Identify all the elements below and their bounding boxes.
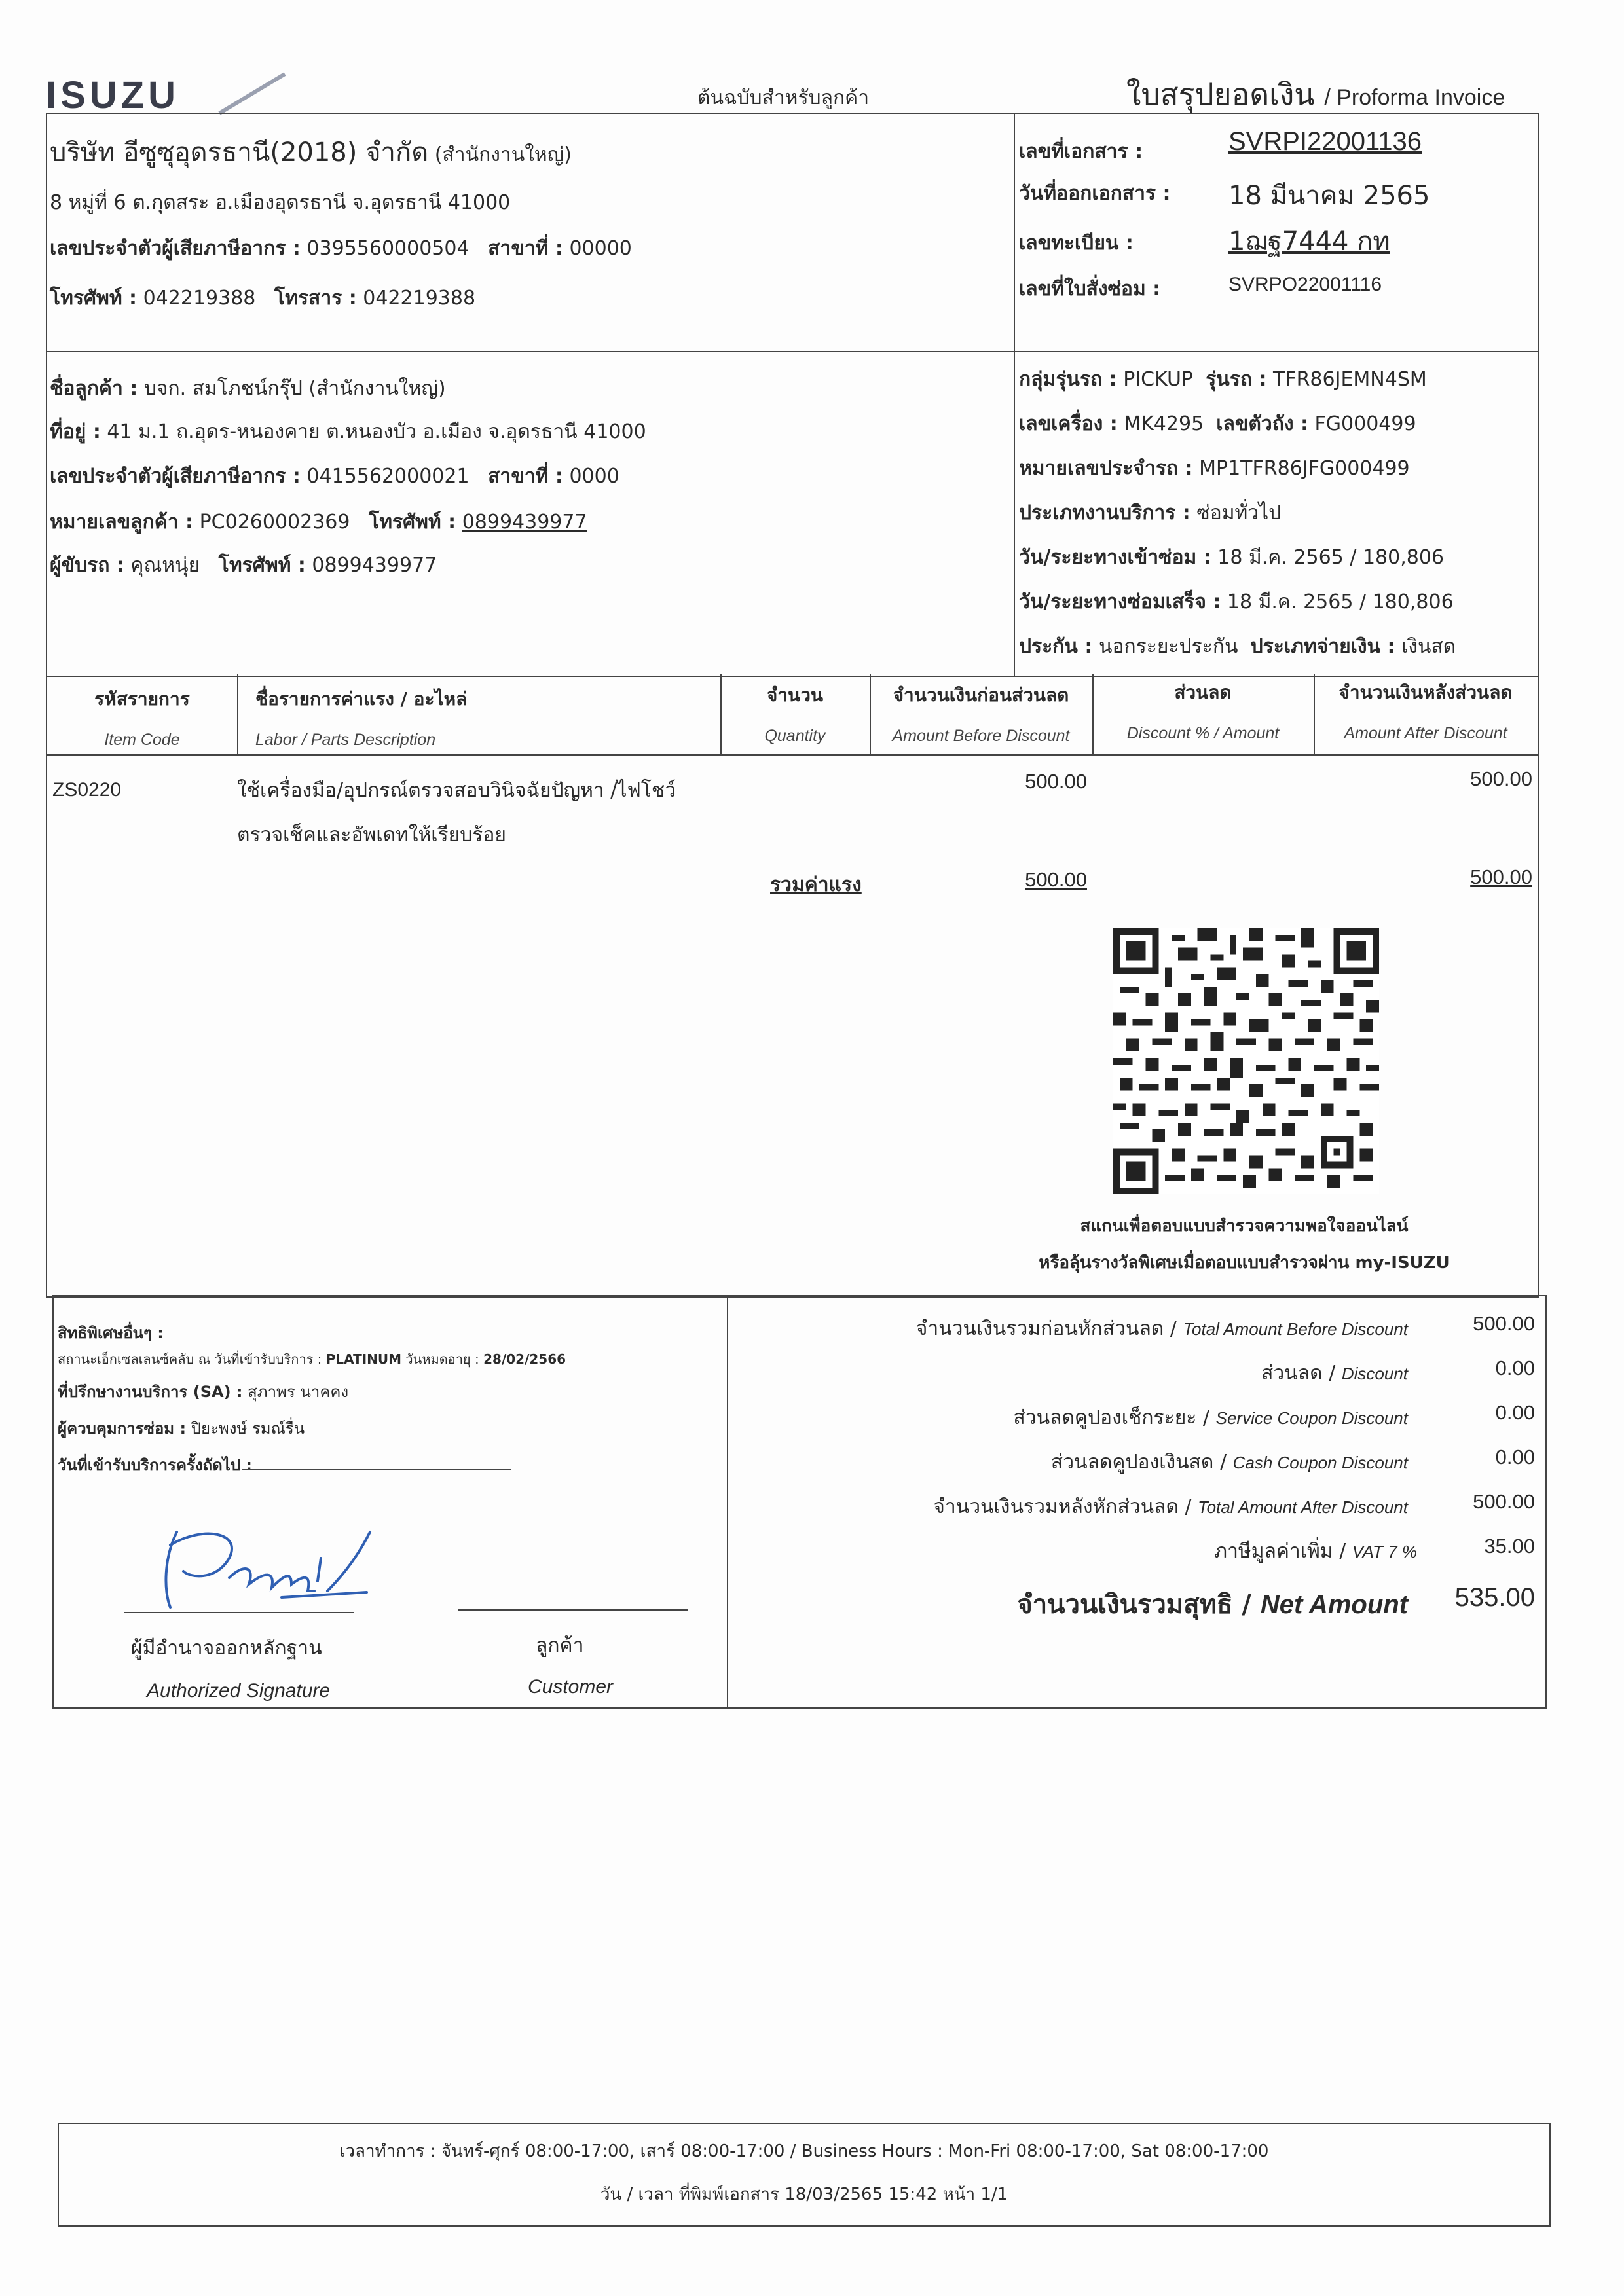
customer-no-line xyxy=(50,507,587,538)
labor-subtotal-label: รวมค่าแรง xyxy=(770,873,862,896)
service-type-label: ประเภทงานบริการ : xyxy=(1019,501,1190,524)
service-in-label: วัน/ระยะทางเข้าซ่อม : xyxy=(1019,546,1211,569)
engine-line xyxy=(1019,409,1416,439)
col-header-quantity: จำนวน Quantity xyxy=(764,684,826,745)
insurance-label: ประกัน : xyxy=(1019,635,1093,658)
summary-label-total-after: จำนวนเงินรวมหลังหักส่วนลด / Total Amount After Discount xyxy=(933,1495,1408,1518)
issue-date: 18 มีนาคม 2565 xyxy=(1228,181,1430,211)
company-branch: (สำนักงานใหญ่) xyxy=(434,143,572,166)
summary-value-total-before: 500.00 xyxy=(1473,1312,1535,1335)
driver-phone-label: โทรศัพท์ : xyxy=(218,554,306,577)
engine-no: MK4295 xyxy=(1124,412,1204,435)
vehicle-group-label: กลุ่มรุ่นรถ : xyxy=(1019,368,1117,391)
document-title xyxy=(1126,71,1505,118)
service-type: ซ่อมทั่วไป xyxy=(1196,501,1282,524)
customer-tax-id: 0415562000021 xyxy=(306,465,470,488)
summary-value-cash-coupon: 0.00 xyxy=(1495,1446,1535,1468)
company-fax: 042219388 xyxy=(363,287,476,310)
qr-code-icon[interactable] xyxy=(1113,928,1379,1194)
company-address: 8 หมู่ที่ 6 ต.กุดสระ อ.เมืองอุดรธานี จ.อุดรธานี 41000 xyxy=(50,191,511,214)
customer-signature-en: Customer xyxy=(528,1676,614,1698)
document-title-en: / Proforma Invoice xyxy=(1324,85,1505,110)
row-amount-before: 500.00 xyxy=(1025,770,1087,793)
customer-signature-th: ลูกค้า xyxy=(536,1634,584,1657)
customer-name-label: ชื่อลูกค้า : xyxy=(50,377,138,400)
insurance: นอกระยะประกัน xyxy=(1098,635,1238,658)
auth-signature-en: Authorized Signature xyxy=(147,1680,331,1702)
company-tax-line xyxy=(50,233,632,264)
summary-value-total-after: 500.00 xyxy=(1473,1490,1535,1513)
service-out-label: วัน/ระยะทางซ่อมเสร็จ : xyxy=(1019,591,1221,613)
business-hours: เวลาทำการ : จันทร์-ศุกร์ 08:00-17:00, เสาร์ 08:00-17:00 / Business Hours : Mon-Fri 08:00-17:00, Sat 08:00-17:00 xyxy=(339,2141,1269,2161)
col-header-item-code: รหัสรายการ Item Code xyxy=(94,688,190,749)
copy-note: ต้นฉบับสำหรับลูกค้า xyxy=(697,86,870,109)
company-branch-label: สาขาที่ : xyxy=(488,237,563,260)
customer-phone-label: โทรศัพท์ : xyxy=(369,511,456,534)
supervisor-label: ผู้ควบคุมการซ่อม : xyxy=(58,1419,187,1438)
privilege-tier: PLATINUM xyxy=(325,1351,402,1367)
payment-label: ประเภทจ่ายเงิน : xyxy=(1250,635,1395,658)
company-phone-label: โทรศัพท์ : xyxy=(50,287,138,310)
company-tax-label: เลขประจำตัวผู้เสียภาษีอากร : xyxy=(50,237,301,260)
customer-branch-label: สาขาที่ : xyxy=(488,465,563,488)
service-in-line xyxy=(1019,542,1444,573)
vehicle-model: TFR86JEMN4SM xyxy=(1273,368,1427,391)
next-service-line xyxy=(58,1452,252,1478)
print-timestamp: วัน / เวลา ที่พิมพ์เอกสาร 18/03/2565 15:42 หน้า 1/1 xyxy=(600,2185,1008,2204)
next-service-blank[interactable] xyxy=(242,1469,511,1470)
doc-no: SVRPI22001136 xyxy=(1228,127,1422,156)
summary-label-service-coupon: ส่วนลดคูปองเช็กระยะ / Service Coupon Discount xyxy=(1013,1406,1408,1429)
document-title-th: ใบสรุปยอดเงิน xyxy=(1126,77,1315,112)
insurance-line xyxy=(1019,631,1456,662)
privilege-status-line xyxy=(58,1349,566,1370)
summary-value-vat: 35.00 xyxy=(1484,1535,1535,1558)
vin-line xyxy=(1019,453,1410,484)
privileges-title: สิทธิพิเศษอื่นๆ : xyxy=(58,1324,164,1342)
customer-branch-no: 0000 xyxy=(569,465,619,488)
driver-label: ผู้ขับรถ : xyxy=(50,554,124,577)
vehicle-group: PICKUP xyxy=(1123,368,1194,391)
company-phone-line xyxy=(50,283,475,314)
customer-signature-line[interactable] xyxy=(458,1609,688,1611)
supervisor-name: ปิยะพงษ์ รมณ์รื่น xyxy=(191,1419,305,1438)
plate-label: เลขทะเบียน : xyxy=(1019,232,1134,255)
sa-label: ที่ปรึกษางานบริการ (SA) : xyxy=(58,1383,243,1401)
service-out-value: 18 มี.ค. 2565 / 180,806 xyxy=(1227,591,1454,613)
sa-name: สุภาพร นาคคง xyxy=(248,1383,349,1401)
customer-address-label: ที่อยู่ : xyxy=(50,420,101,443)
customer-address: 41 ม.1 ถ.อุดร-หนองคาย ต.หนองบัว อ.เมือง จ.อุดรธานี 41000 xyxy=(107,420,646,443)
driver-line xyxy=(50,550,437,581)
vin-label: หมายเลขประจำรถ : xyxy=(1019,457,1193,480)
privilege-expiry: 28/02/2566 xyxy=(483,1351,566,1367)
company-name-block xyxy=(50,131,572,173)
driver-name: คุณหนุ่ย xyxy=(130,554,200,577)
chassis-label: เลขตัวถัง : xyxy=(1216,412,1308,435)
service-in-value: 18 มี.ค. 2565 / 180,806 xyxy=(1217,546,1444,569)
customer-tax-line xyxy=(50,461,619,492)
company-fax-label: โทรสาร : xyxy=(274,287,357,310)
customer-name-line xyxy=(50,373,446,404)
next-service-label: วันที่เข้ารับบริการครั้งถัดไป : xyxy=(58,1456,252,1474)
service-type-line xyxy=(1019,498,1281,528)
payment-type: เงินสด xyxy=(1401,635,1456,658)
repair-order-no: SVRPO22001116 xyxy=(1228,274,1382,295)
issue-date-label: วันที่ออกเอกสาร : xyxy=(1019,182,1171,205)
customer-no-label: หมายเลขลูกค้า : xyxy=(50,511,194,534)
col-header-amount-before: จำนวนเงินก่อนส่วนลด Amount Before Discount xyxy=(892,684,1070,745)
summary-label-vat: ภาษีมูลค่าเพิ่ม / VAT 7 % xyxy=(1214,1540,1417,1563)
summary-label-cash-coupon: ส่วนลดคูปองเงินสด / Cash Coupon Discount xyxy=(1050,1451,1408,1474)
sa-line xyxy=(58,1379,348,1404)
auth-signature-line xyxy=(124,1612,354,1613)
customer-no: PC0260002369 xyxy=(199,511,350,534)
labor-subtotal-after: 500.00 xyxy=(1470,866,1532,888)
col-header-description: ชื่อรายการค่าแรง / อะไหล่ Labor / Parts Description xyxy=(255,688,468,749)
privilege-expiry-label: วันหมดอายุ : xyxy=(405,1351,479,1367)
vehicle-group-line xyxy=(1019,364,1427,395)
vin: MP1TFR86JFG000499 xyxy=(1199,457,1410,480)
col-header-amount-after: จำนวนเงินหลังส่วนลด Amount After Discount xyxy=(1338,682,1513,742)
plate-number: 1ฌฐ7444 กท xyxy=(1228,227,1390,257)
net-amount-value: 535.00 xyxy=(1454,1583,1535,1612)
service-out-line xyxy=(1019,587,1454,617)
summary-label-discount: ส่วนลด / Discount xyxy=(1261,1362,1408,1385)
company-branch-no: 00000 xyxy=(569,237,632,260)
col-header-discount: ส่วนลด Discount % / Amount xyxy=(1126,682,1280,742)
customer-name: บจก. สมโภชน์กรุ๊ป (สำนักงานใหญ่) xyxy=(143,377,446,400)
vehicle-model-label: รุ่นรถ : xyxy=(1206,368,1267,391)
handwritten-signature xyxy=(151,1519,373,1617)
row-amount-after: 500.00 xyxy=(1470,767,1532,790)
row-description-line1: ใช้เครื่องมือ/อุปกรณ์ตรวจสอบวินิจฉัยปัญหา /ไฟโชว์ xyxy=(237,779,676,802)
customer-phone: 0899439977 xyxy=(462,511,587,534)
customer-address-line xyxy=(50,416,646,447)
supervisor-line xyxy=(58,1415,304,1441)
footer-box xyxy=(58,2123,1551,2227)
company-phone: 042219388 xyxy=(143,287,256,310)
customer-tax-label: เลขประจำตัวผู้เสียภาษีอากร : xyxy=(50,465,301,488)
privilege-status-label: สถานะเอ็กเซลเลนซ์คลับ ณ วันที่เข้ารับบริการ : xyxy=(58,1351,322,1367)
doc-no-label: เลขที่เอกสาร : xyxy=(1019,140,1143,163)
labor-subtotal-before: 500.00 xyxy=(1025,868,1087,891)
row-item-code: ZS0220 xyxy=(52,779,122,801)
qr-caption-1: สแกนเพื่อตอบแบบสำรวจความพอใจออนไลน์ xyxy=(1080,1216,1409,1236)
isuzu-logo: ISUZU xyxy=(46,74,179,117)
driver-phone: 0899439977 xyxy=(312,554,437,577)
row-description-line2: ตรวจเช็คและอัพเดทให้เรียบร้อย xyxy=(237,824,506,847)
qr-caption-2: หรือลุ้นรางวัลพิเศษเมื่อตอบแบบสำรวจผ่าน my-ISUZU xyxy=(1039,1253,1450,1273)
chassis-no: FG000499 xyxy=(1314,412,1416,435)
company-name: บริษัท อีซูซุอุดรธานี(2018) จำกัด xyxy=(50,137,429,168)
logo-slash-icon xyxy=(216,71,288,117)
summary-label-total-before: จำนวนเงินรวมก่อนหักส่วนลด / Total Amount Before Discount xyxy=(915,1317,1408,1340)
repair-order-label: เลขที่ใบสั่งซ่อม : xyxy=(1019,278,1161,301)
auth-signature-th: ผู้มีอำนาจออกหลักฐาน xyxy=(131,1637,322,1660)
summary-value-discount: 0.00 xyxy=(1495,1357,1535,1379)
company-tax-id: 0395560000504 xyxy=(306,237,470,260)
summary-value-service-coupon: 0.00 xyxy=(1495,1401,1535,1424)
net-amount-label: จำนวนเงินรวมสุทธิ / Net Amount xyxy=(1017,1590,1408,1620)
engine-label: เลขเครื่อง : xyxy=(1019,412,1118,435)
